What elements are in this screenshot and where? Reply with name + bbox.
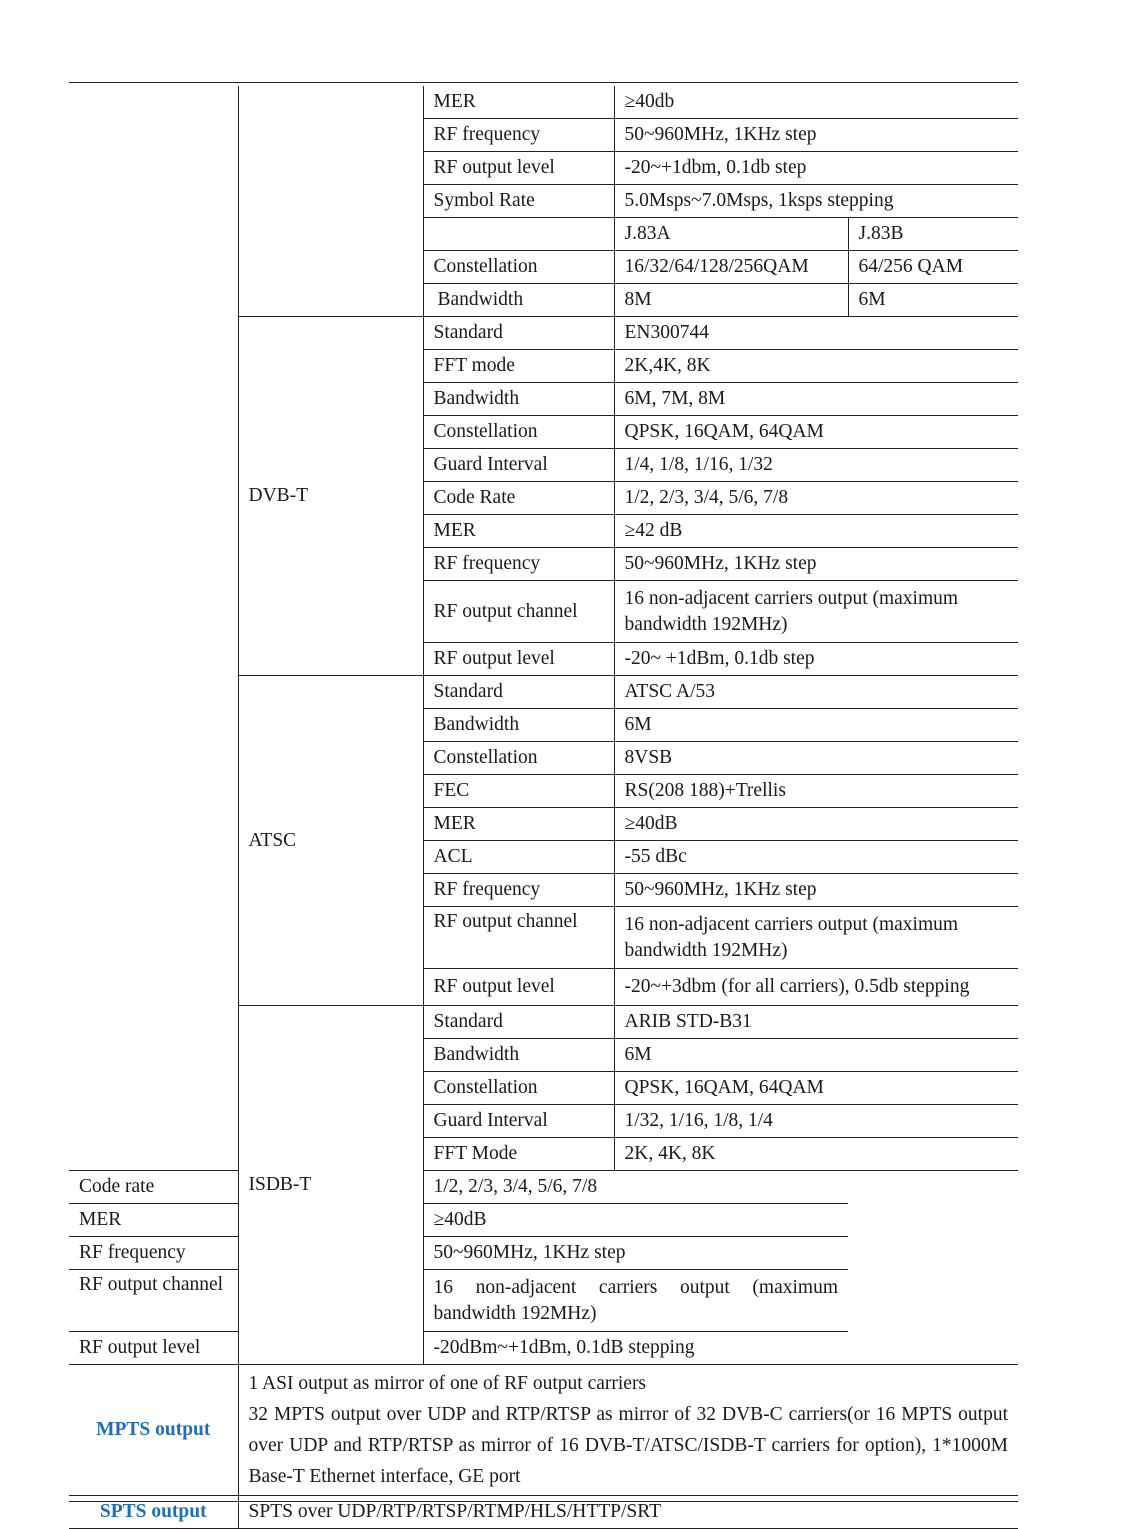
param-cell: ACL [423,841,614,874]
value-cell: 50~960MHz, 1KHz step [614,548,1018,581]
value-cell: 6M [614,1039,1018,1072]
value-cell: ARIB STD-B31 [614,1006,1018,1039]
param-cell: FFT Mode [423,1138,614,1171]
standard-name-isdbt: ISDB-T [238,1006,423,1365]
value-cell: 50~960MHz, 1KHz step [614,874,1018,907]
annex-b-header: J.83B [848,218,1018,251]
param-cell: Guard Interval [423,449,614,482]
param-cell: RF output level [423,643,614,676]
table-row [69,1332,1018,1365]
value-cell: 2K, 4K, 8K [614,1138,1018,1171]
param-cell: Standard [423,676,614,709]
value-cell: 16 non-adjacent carriers output (maximum bandwidth 192MHz) [423,1270,848,1332]
value-cell: ATSC A/53 [614,676,1018,709]
category-cell-empty [69,86,238,1171]
param-cell: Guard Interval [423,1105,614,1138]
value-cell: 8VSB [614,742,1018,775]
value-cell: 1/4, 1/8, 1/16, 1/32 [614,449,1018,482]
param-cell: RF frequency [423,119,614,152]
value-cell: QPSK, 16QAM, 64QAM [614,416,1018,449]
mpts-output-label: MPTS output [69,1365,238,1496]
value-cell: RS(208 188)+Trellis [614,775,1018,808]
value-cell: 50~960MHz, 1KHz step [423,1237,848,1270]
value-cell: 1/2, 2/3, 3/4, 5/6, 7/8 [423,1171,848,1204]
param-cell: MER [423,86,614,119]
table-row [69,1365,1018,1496]
dvbc-group-cell [238,86,423,317]
param-cell: RF output level [423,152,614,185]
param-cell: Constellation [423,742,614,775]
param-cell: RF output channel [69,1270,238,1332]
value-cell: 50~960MHz, 1KHz step [614,119,1018,152]
param-cell: Bandwidth [423,284,614,317]
value-cell: 6M [614,709,1018,742]
param-cell: Standard [423,1006,614,1039]
param-cell: Standard [423,317,614,350]
table-row [69,1270,1018,1332]
value-cell: 16 non-adjacent carriers output (maximum bandwidth 192MHz) [614,907,1018,969]
param-cell: Bandwidth [423,383,614,416]
param-cell: Code rate [69,1171,238,1204]
standard-name-dvbt: DVB-T [238,317,423,676]
value-cell: -20~+1dbm, 0.1db step [614,152,1018,185]
mpts-line-1: 1 ASI output as mirror of one of RF output carriers [248,1373,647,1394]
param-cell: RF frequency [69,1237,238,1270]
table-row [69,86,1018,119]
param-cell-empty [423,218,614,251]
value-cell: -55 dBc [614,841,1018,874]
value-cell: 2K,4K, 8K [614,350,1018,383]
spts-output-label: SPTS output [69,1496,238,1529]
value-cell: 8M [614,284,848,317]
value-cell: ≥42 dB [614,515,1018,548]
value-cell: ≥40dB [614,808,1018,841]
table-row [69,1171,1018,1204]
value-cell: EN300744 [614,317,1018,350]
param-cell: Constellation [423,1072,614,1105]
value-cell: 1/32, 1/16, 1/8, 1/4 [614,1105,1018,1138]
mpts-line-2: 32 MPTS output over UDP and RTP/RTSP as mirror of 32 DVB-C carriers(or 16 MPTS output over UDP and RTP/RTSP as mirror of 16 DVB-T/ATSC/ISDB-T carriers for option), 1*1000M Base-T Ethernet interface, GE port [248,1404,1009,1487]
param-cell: MER [69,1204,238,1237]
param-cell: RF output level [69,1332,238,1365]
param-cell: RF frequency [423,548,614,581]
param-cell: FEC [423,775,614,808]
table-row [69,1237,1018,1270]
top-rule [69,82,1018,83]
param-cell: RF frequency [423,874,614,907]
value-cell: QPSK, 16QAM, 64QAM [614,1072,1018,1105]
value-cell: 6M, 7M, 8M [614,383,1018,416]
annex-a-header: J.83A [614,218,848,251]
value-cell: -20~+3dbm (for all carriers), 0.5db stepping [614,969,1018,1006]
value-cell: ≥40dB [423,1204,848,1237]
value-cell: 64/256 QAM [848,251,1018,284]
table-row [69,1204,1018,1237]
mpts-output-value [238,1365,1018,1496]
param-cell: Bandwidth [423,709,614,742]
param-cell: Constellation [423,251,614,284]
spec-table [69,86,1018,1529]
value-cell: 1/2, 2/3, 3/4, 5/6, 7/8 [614,482,1018,515]
param-cell: RF output channel [423,581,614,643]
param-cell: Constellation [423,416,614,449]
value-cell: 6M [848,284,1018,317]
param-cell: MER [423,515,614,548]
param-cell: FFT mode [423,350,614,383]
value-cell: -20dBm~+1dBm, 0.1dB stepping [423,1332,848,1365]
spts-output-value: SPTS over UDP/RTP/RTSP/RTMP/HLS/HTTP/SRT [238,1496,1018,1529]
table-row [69,1496,1018,1529]
param-cell: Symbol Rate [423,185,614,218]
value-cell: 5.0Msps~7.0Msps, 1ksps stepping [614,185,1018,218]
value-cell: 16/32/64/128/256QAM [614,251,848,284]
param-cell: RF output channel [423,907,614,969]
param-cell: RF output level [423,969,614,1006]
param-cell: MER [423,808,614,841]
param-cell: Code Rate [423,482,614,515]
value-cell: ≥40db [614,86,1018,119]
standard-name-atsc: ATSC [238,676,423,1006]
param-cell: Bandwidth [423,1039,614,1072]
value-cell: 16 non-adjacent carriers output (maximum bandwidth 192MHz) [614,581,1018,643]
value-cell: -20~ +1dBm, 0.1db step [614,643,1018,676]
